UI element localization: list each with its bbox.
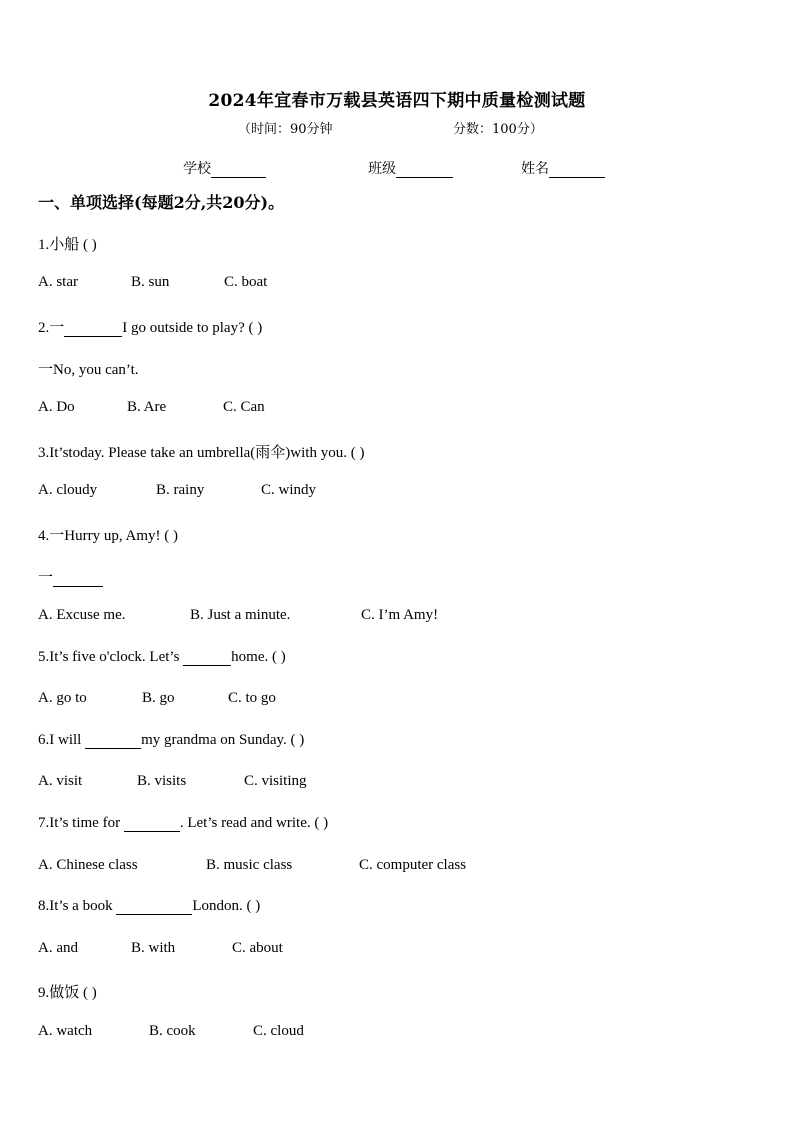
option-b[interactable]: B. go <box>142 690 175 706</box>
option-c[interactable]: C. windy <box>261 482 317 498</box>
question-5-options <box>38 690 276 707</box>
answer-blank[interactable] <box>124 816 180 832</box>
question-7-options <box>38 857 466 874</box>
name-blank[interactable] <box>549 163 605 178</box>
question-8-stem-end: London. ( ) <box>192 898 261 914</box>
question-1-options <box>38 274 267 291</box>
question-2-stem <box>38 316 262 337</box>
question-8-stem <box>38 898 260 915</box>
page-title: 2024年宜春市万载县英语四下期中质量检测试题 <box>208 91 586 111</box>
option-b[interactable]: B. Are <box>127 399 167 415</box>
question-9-options <box>38 1023 304 1040</box>
question-3-options <box>38 482 316 499</box>
option-b[interactable]: B. cook <box>149 1023 196 1039</box>
answer-blank[interactable] <box>53 571 103 587</box>
option-c[interactable]: C. Can <box>223 399 265 415</box>
question-4-stem: 4.一Hurry up, Amy! ( ) <box>38 528 178 544</box>
school-field <box>183 158 266 178</box>
exam-time: （时间：90分钟 <box>238 122 333 137</box>
question-7-stem-end: . Let’s read and write. ( ) <box>179 815 329 831</box>
question-6-stem-start: 6.I will <box>38 732 82 748</box>
question-4-options <box>38 607 438 624</box>
option-a[interactable]: A. visit <box>38 773 83 789</box>
reply-dash: 一 <box>38 570 54 586</box>
answer-blank[interactable] <box>64 321 122 337</box>
question-5-stem-start: 5.It’s five o'clock. Let’s <box>38 649 180 665</box>
option-b[interactable]: B. visits <box>137 773 187 789</box>
question-5-stem <box>38 649 286 666</box>
name-label: 姓名 <box>521 161 549 177</box>
question-9-stem: 9.做饭 ( ) <box>38 985 97 1001</box>
option-b[interactable]: B. rainy <box>156 482 205 498</box>
option-b[interactable]: B. with <box>131 940 176 956</box>
question-6-stem-end: my grandma on Sunday. ( ) <box>141 732 305 748</box>
option-c[interactable]: C. I’m Amy! <box>361 607 439 623</box>
name-field <box>521 158 605 178</box>
question-2-stem-end: I go outside to play? ( ) <box>122 320 263 336</box>
school-blank[interactable] <box>211 163 266 178</box>
question-8-options <box>38 940 283 957</box>
option-a[interactable]: A. cloudy <box>38 482 98 498</box>
option-c[interactable]: C. visiting <box>244 773 307 789</box>
option-c[interactable]: C. about <box>232 940 283 956</box>
option-a[interactable]: A. Excuse me. <box>38 607 126 623</box>
option-a[interactable]: A. watch <box>38 1023 93 1039</box>
option-a[interactable]: A. and <box>38 940 78 956</box>
question-3-stem: 3.It’stoday. Please take an umbrella(雨伞)with you. ( ) <box>38 445 365 461</box>
school-label: 学校 <box>183 161 211 177</box>
exam-score: 分数：100分） <box>453 122 543 137</box>
section-title: 一、单项选择(每题2分,共20分)。 <box>38 193 285 212</box>
option-b[interactable]: B. sun <box>131 274 170 290</box>
question-2-options <box>38 399 265 416</box>
class-blank[interactable] <box>396 163 453 178</box>
question-6-options <box>38 773 307 790</box>
option-c[interactable]: C. boat <box>224 274 268 290</box>
answer-blank[interactable] <box>85 733 141 749</box>
option-a[interactable]: A. star <box>38 274 78 290</box>
question-1-stem: 1.小船 ( ) <box>38 237 97 253</box>
option-b[interactable]: B. music class <box>206 857 293 873</box>
class-field <box>368 158 453 178</box>
option-a[interactable]: A. Chinese class <box>38 857 138 873</box>
question-8-stem-start: 8.It’s a book <box>38 898 113 914</box>
answer-blank[interactable] <box>116 899 192 915</box>
option-a[interactable]: A. go to <box>38 690 87 706</box>
option-b[interactable]: B. Just a minute. <box>190 607 291 623</box>
answer-blank[interactable] <box>183 650 231 666</box>
option-c[interactable]: C. to go <box>228 690 276 706</box>
question-4-reply <box>38 566 103 587</box>
question-6-stem <box>38 732 304 749</box>
question-2-stem-start: 2.一 <box>38 320 65 336</box>
class-label: 班级 <box>368 161 396 177</box>
question-5-stem-end: home. ( ) <box>231 649 286 665</box>
question-7-stem <box>38 815 328 832</box>
option-c[interactable]: C. cloud <box>253 1023 304 1039</box>
option-c[interactable]: C. computer class <box>359 857 467 873</box>
question-7-stem-start: 7.It’s time for <box>38 815 121 831</box>
option-a[interactable]: A. Do <box>38 399 75 415</box>
question-2-reply: 一No, you can’t. <box>38 362 139 378</box>
